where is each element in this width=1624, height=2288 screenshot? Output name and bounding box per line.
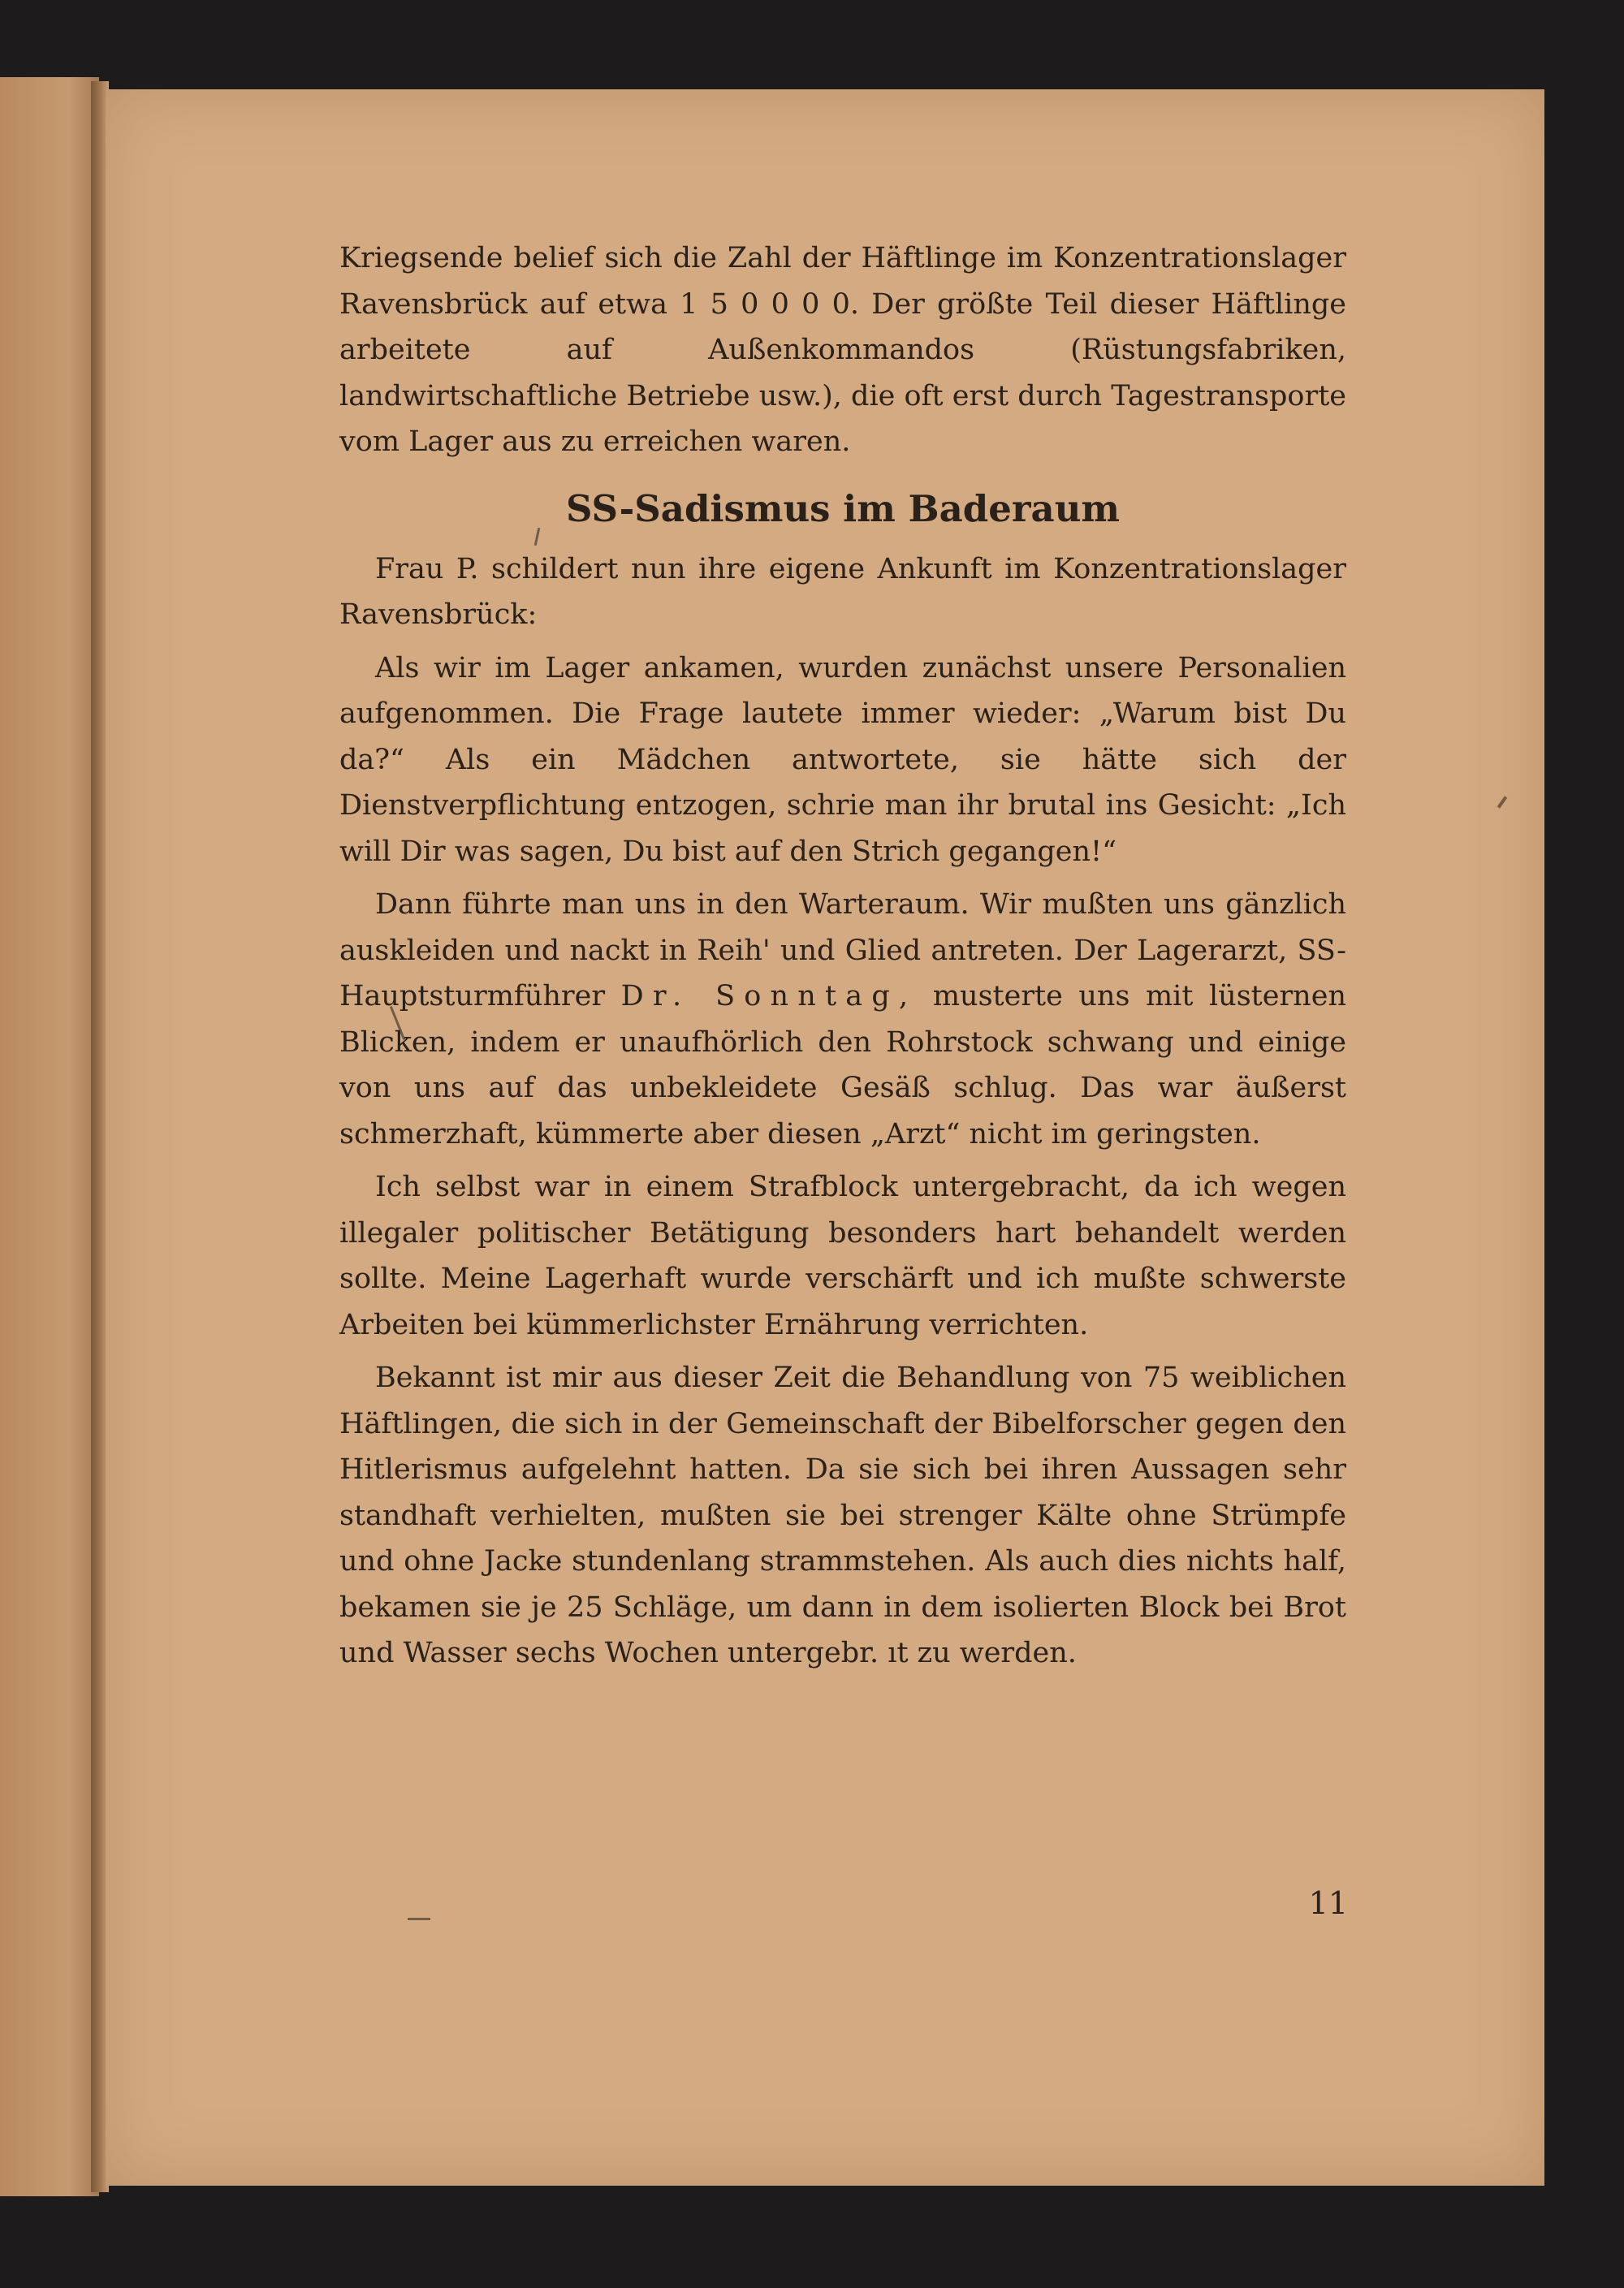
paragraph-text: Dann führte man uns in den Warteraum. Wir mußten uns gänzlich auskleiden und nackt in Reih' und Glied antreten. Der Lagerarzt, SS-Hauptsturmführer (339, 888, 1346, 1012)
paragraph: Bekannt ist mir aus dieser Zeit die Behandlung von 75 weiblichen Häftlingen, die sich in der Gemeinschaft der Bibelforscher gegen den Hitlerismus aufgelehnt hatten. Da sie sich bei ihren Aussagen sehr standhaft verhielten, mußten sie bei strenger Kälte ohne Strümpfe und ohne Jacke stundenlang strammstehen. Als auch dies nichts half, bekamen sie je 25 Schläge, um dann in dem isolierten Block bei Brot und Wasser sechs Wochen untergebr. ıt zu werden. (339, 1362, 1346, 1669)
margin-mark (1497, 796, 1507, 808)
left-page-edge (0, 77, 99, 2196)
paragraph: Frau P. schildert nun ihre eigene Ankunft im Konzentrationslager Ravensbrück: (339, 552, 1346, 631)
page-number: 11 (1308, 1885, 1348, 1921)
section-heading: SS-Sadismus im Baderaum (565, 486, 1121, 530)
margin-mark (408, 1918, 430, 1920)
paragraph (339, 882, 1346, 1157)
doctor-name: Dr. Sonntag, (620, 980, 918, 1012)
text-body (339, 235, 1346, 1684)
paragraph-text: musterte uns mit lüsternen Blicken, indem er unaufhörlich den Rohrstock schwang und einige von uns auf das unbekleidete Gesäß schlug. Das war äußerst schmerzhaft, kümmerte aber diesen „Arzt“ nicht im geringsten. (339, 980, 1346, 1150)
paragraph: Als wir im Lager ankamen, wurden zunächst unsere Personalien aufgenommen. Die Frage lautete immer wieder: „Warum bist Du da?“ Als ein Mädchen antwortete, sie hätte sich der Dienstverpflichtung entzogen, schrie man ihr brutal ins Gesicht: „Ich will Dir was sagen, Du bist auf den Strich gegangen!“ (339, 651, 1346, 868)
paragraph: Kriegsende belief sich die Zahl der Häftlinge im Konzentrationslager Ravensbrück auf etwa 1 5 0 0 0 0. Der größte Teil dieser Häftlinge arbeitete auf Außenkommandos (Rüstungsfabriken, landwirtschaftliche Betriebe usw.), die oft erst durch Tagestransporte vom Lager aus zu erreichen waren. (339, 242, 1346, 458)
paragraph: Ich selbst war in einem Strafblock untergebracht, da ich wegen illegaler politischer Betätigung besonders hart behandelt werden sollte. Meine Lagerhaft wurde verschärft und ich mußte schwerste Arbeiten bei kümmerlichster Ernährung verrichten. (339, 1171, 1346, 1341)
